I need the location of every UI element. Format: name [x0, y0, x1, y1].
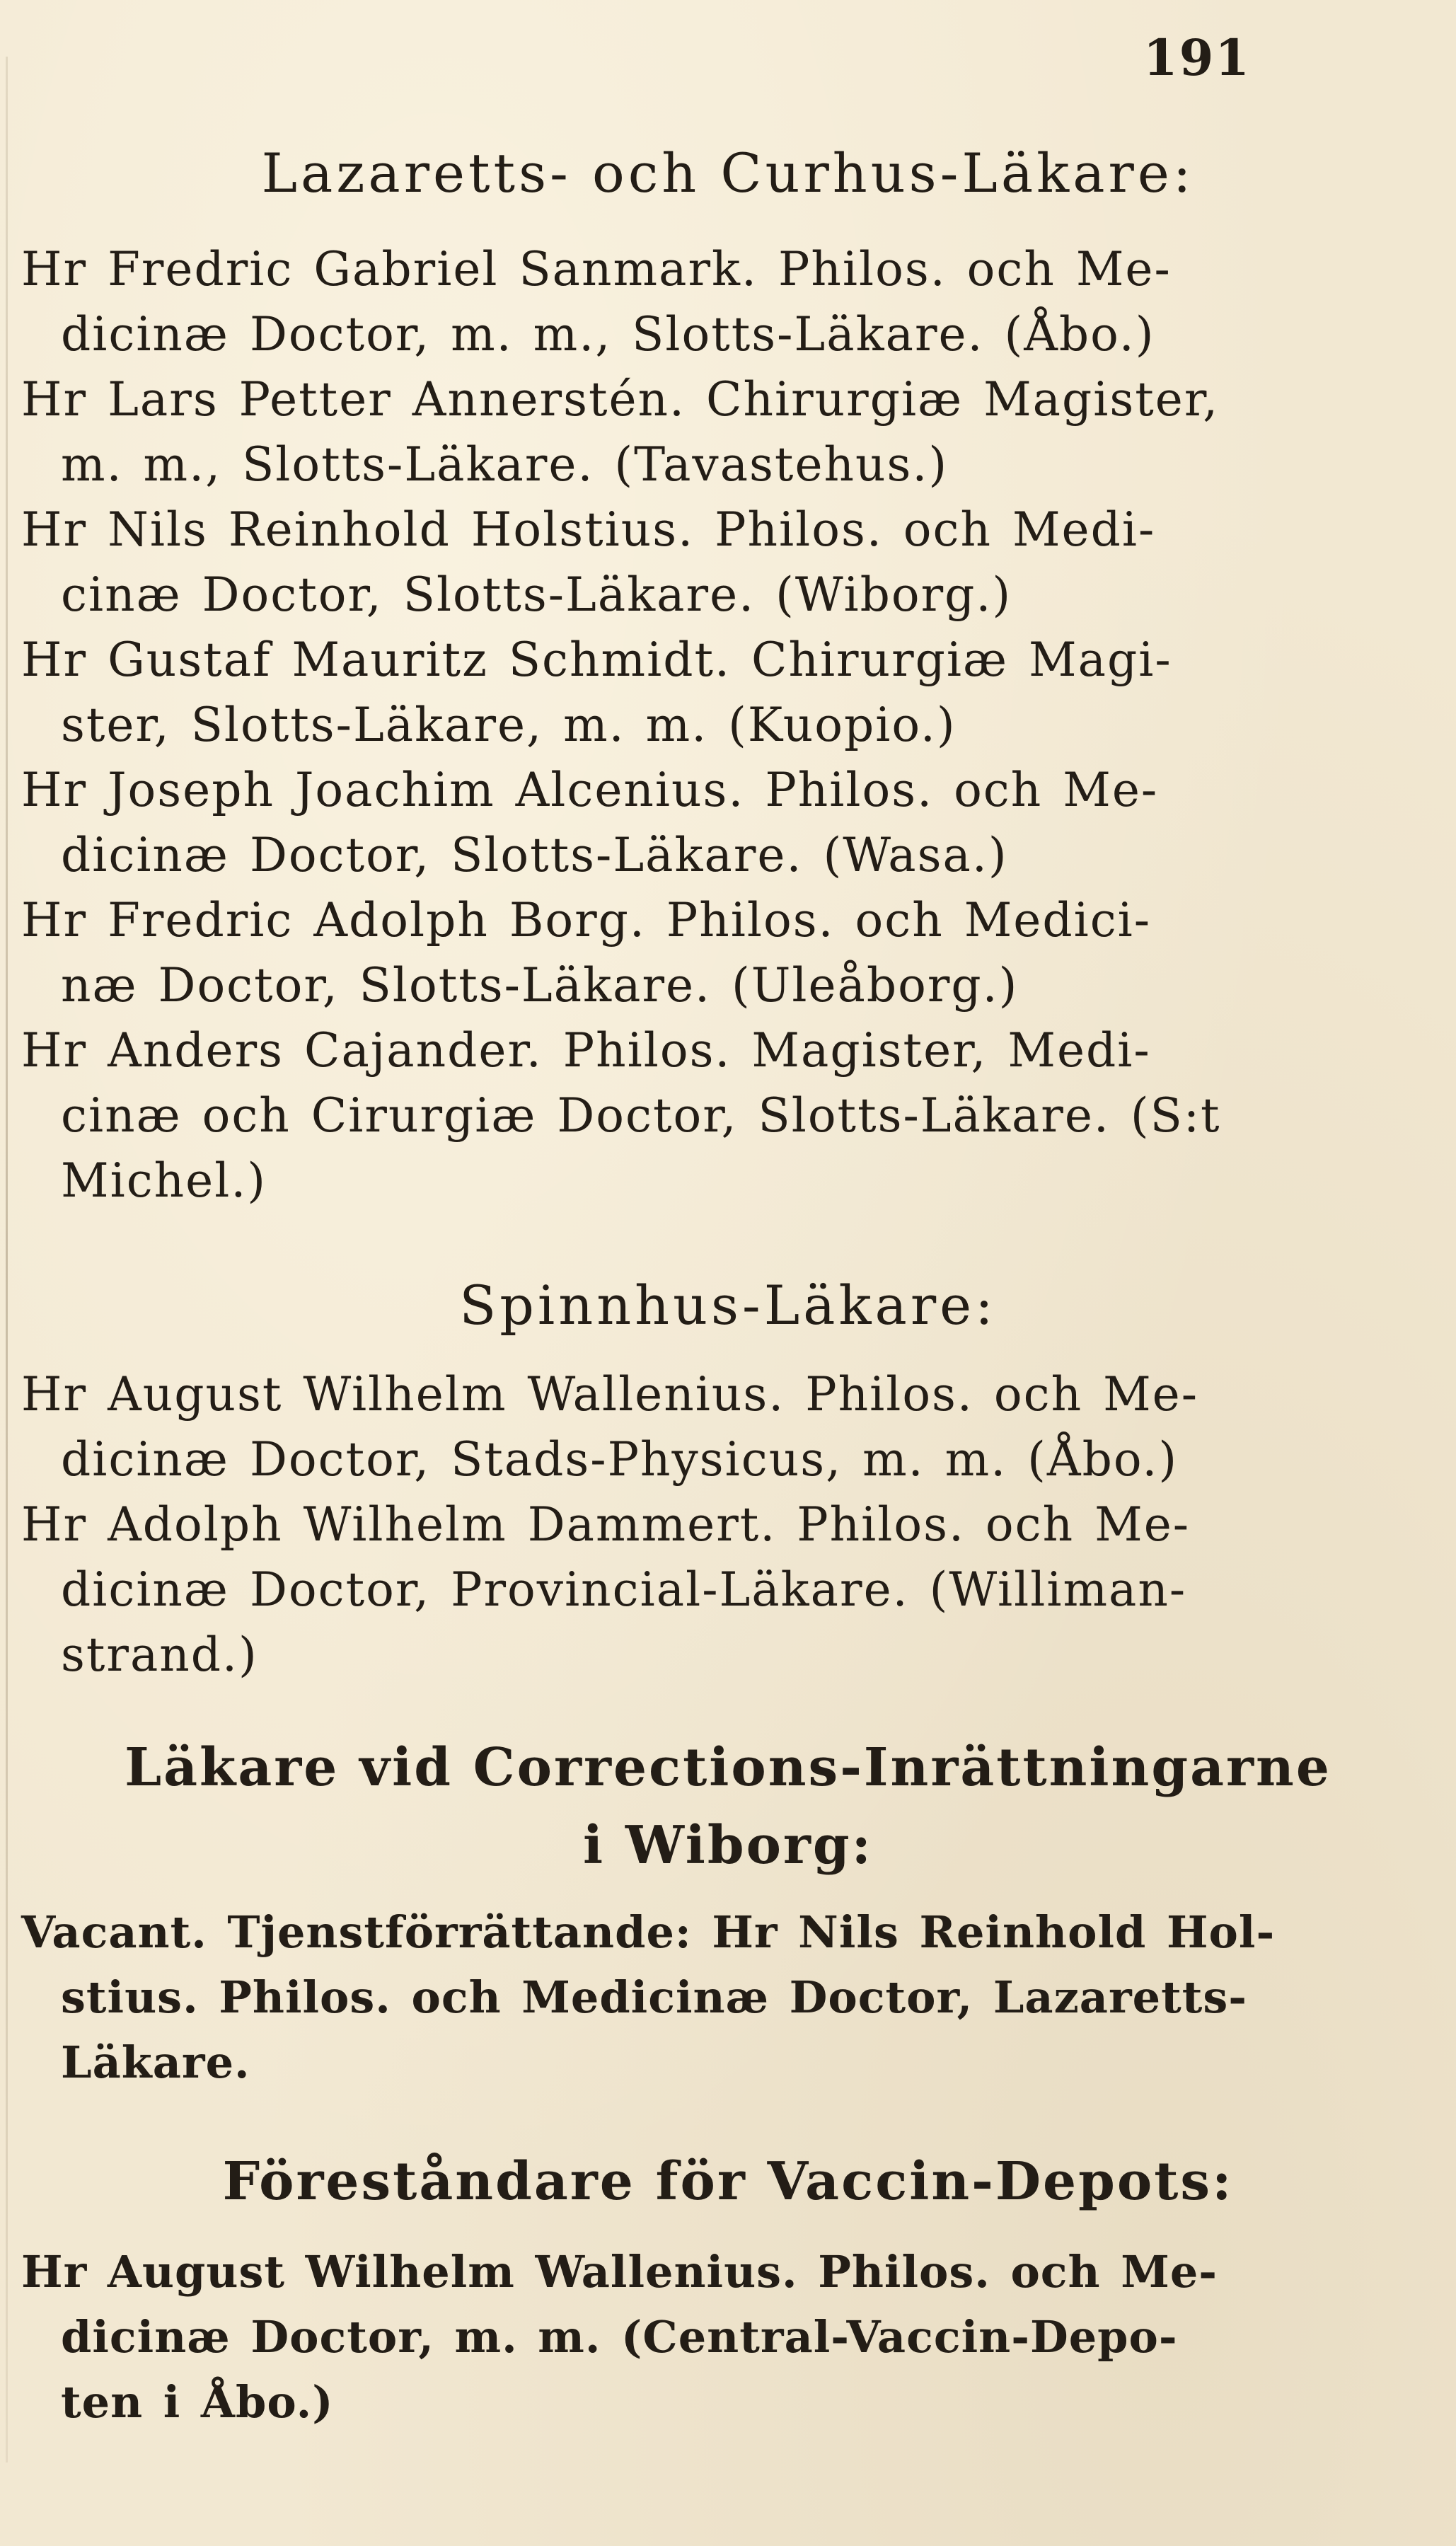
entry-line: Hr August Wilhelm Wallenius. Philos. och Me- — [21, 2246, 1218, 2298]
entry-dammert — [21, 1492, 1323, 1688]
entry-wallenius — [21, 1362, 1323, 1492]
entry-annersten — [21, 367, 1323, 497]
entry-line: cinæ och Cirurgiæ Doctor, Slotts-Läkare. (S:t — [61, 1088, 1221, 1143]
entry-line: næ Doctor, Slotts-Läkare. (Uleåborg.) — [61, 958, 1019, 1013]
entry-borg — [21, 888, 1323, 1018]
entry-line: dicinæ Doctor, Slotts-Läkare. (Wasa.) — [61, 828, 1008, 882]
entry-line: cinæ Doctor, Slotts-Läkare. (Wiborg.) — [61, 568, 1012, 622]
entry-line: Hr Lars Petter Annerstén. Chirurgiæ Magister, — [21, 372, 1220, 427]
page-number: 191 — [1143, 28, 1251, 87]
entry-line: Hr Joseph Joachim Alcenius. Philos. och Me- — [21, 763, 1159, 817]
entry-schmidt — [21, 628, 1323, 758]
entry-holstius — [21, 497, 1323, 628]
section-heading-lazaretts: Lazaretts- och Curhus-Läkare: — [261, 142, 1195, 205]
entry-line: Läkare. — [61, 2037, 250, 2088]
entry-vacant — [21, 1900, 1323, 2095]
entry-line: ster, Slotts-Läkare, m. m. (Kuopio.) — [61, 698, 957, 752]
entry-line: m. m., Slotts-Läkare. (Tavastehus.) — [61, 437, 949, 492]
entry-line: dicinæ Doctor, m. m., Slotts-Läkare. (Åbo.) — [61, 307, 1155, 362]
entry-line: Hr Gustaf Mauritz Schmidt. Chirurgiæ Magi- — [21, 633, 1172, 687]
entry-cajander — [21, 1018, 1323, 1214]
entry-line: Hr Fredric Adolph Borg. Philos. och Medici- — [21, 893, 1152, 947]
entry-sanmark — [21, 237, 1323, 367]
entry-line: Michel.) — [61, 1153, 267, 1208]
entry-line: dicinæ Doctor, Stads-Physicus, m. m. (Åbo.) — [61, 1432, 1179, 1487]
entry-line: dicinæ Doctor, m. m. (Central-Vaccin-Depo- — [61, 2311, 1178, 2363]
entry-line: Hr Adolph Wilhelm Dammert. Philos. och Me- — [21, 1497, 1191, 1552]
page-gutter-edge — [6, 57, 8, 2463]
entry-line: ten i Åbo.) — [61, 2376, 334, 2428]
entry-line: Vacant. Tjenstförrättande: Hr Nils Reinhold Hol- — [21, 1906, 1276, 1958]
entry-line: Hr Anders Cajander. Philos. Magister, Medi- — [21, 1023, 1151, 1078]
entry-line: stius. Philos. och Medicinæ Doctor, Lazaretts- — [61, 1971, 1248, 2023]
entry-alcenius — [21, 758, 1323, 888]
entry-wallenius-vaccin — [21, 2240, 1323, 2435]
section-heading-vaccin: Föreståndare för Vaccin-Depots: — [222, 2151, 1234, 2212]
section-heading-corrections-line2: i Wiborg: — [583, 1815, 873, 1876]
section-heading-corrections: Läkare vid Corrections-Inrättningarne — [125, 1737, 1331, 1798]
entry-line: Hr Nils Reinhold Holstius. Philos. och Medi- — [21, 502, 1156, 557]
section-heading-spinnhus: Spinnhus-Läkare: — [459, 1274, 997, 1337]
entry-line: Hr August Wilhelm Wallenius. Philos. och Me- — [21, 1367, 1199, 1422]
entry-line: dicinæ Doctor, Provincial-Läkare. (Williman- — [61, 1562, 1187, 1617]
entry-line: Hr Fredric Gabriel Sanmark. Philos. och Me- — [21, 242, 1172, 296]
entry-line: strand.) — [61, 1628, 258, 1682]
